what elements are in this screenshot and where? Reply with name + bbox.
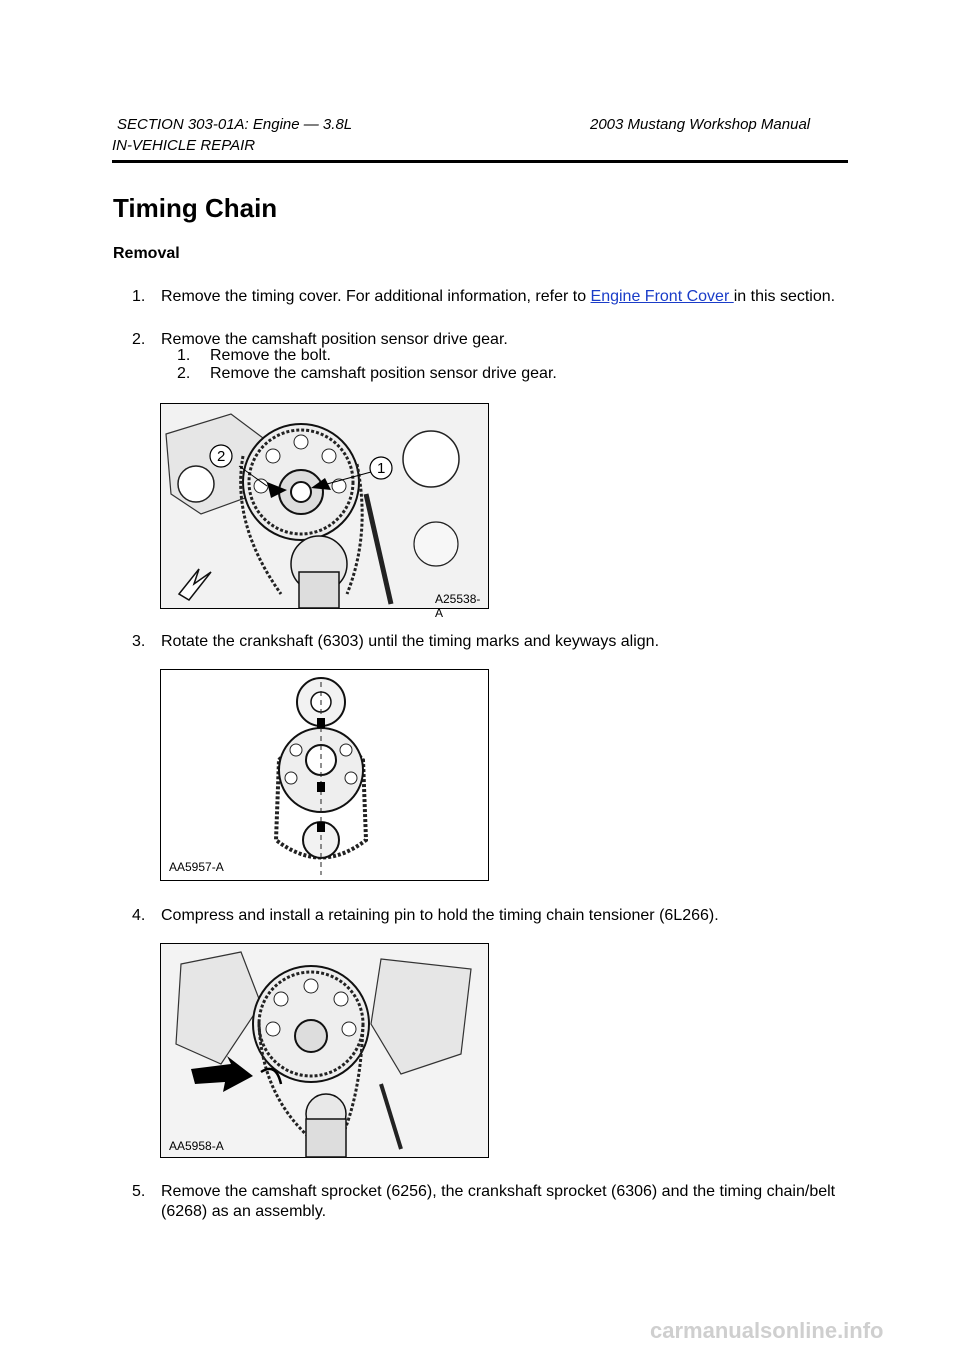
header-category: IN-VEHICLE REPAIR: [112, 137, 256, 154]
step-number: 5.: [132, 1183, 146, 1200]
figure-code: AA5958-A: [169, 1139, 224, 1153]
step-text-after: in this section.: [733, 288, 836, 305]
figure-code: A25538-A: [435, 592, 481, 620]
step-text: Remove the camshaft position sensor drive gear.: [161, 331, 508, 348]
substep-text: Remove the bolt.: [210, 347, 331, 364]
section-heading-removal: Removal: [113, 245, 180, 262]
callout-1: 1: [377, 460, 386, 477]
step-text: [161, 287, 851, 307]
step-text: Compress and install a retaining pin to hold the timing chain tensioner (6L266).: [161, 907, 719, 924]
substep-number: 1.: [177, 347, 191, 364]
step-text: Rotate the crankshaft (6303) until the timing marks and keyways align.: [161, 633, 660, 650]
substep-number: 2.: [177, 365, 191, 382]
figure-cam-sensor-drive-gear: [160, 403, 489, 620]
step-text-before: Remove the timing cover. For additional information, refer to: [161, 288, 591, 305]
watermark: carmanualsonline.info: [650, 1318, 884, 1343]
step-number: 1.: [132, 288, 146, 305]
step-number: 3.: [132, 633, 146, 650]
figure-timing-marks: [160, 669, 489, 881]
step-text: Remove the camshaft sprocket (6256), the crankshaft sprocket (6306) and the timing chain/belt (6268) as an assembly.: [161, 1183, 836, 1220]
header-section: SECTION 303-01A: Engine — 3.8L: [117, 116, 353, 133]
figure-tensioner-pin: [160, 943, 489, 1158]
engine-illustration-1: [161, 404, 488, 608]
engine-illustration-3: [161, 944, 488, 1157]
timing-chain-illustration: [161, 670, 488, 880]
header-divider: [112, 160, 848, 163]
page-title: Timing Chain: [113, 193, 278, 223]
step-number: 4.: [132, 907, 146, 924]
engine-front-cover-link[interactable]: Engine Front Cover: [590, 288, 734, 305]
figure-code: AA5957-A: [169, 860, 224, 874]
callout-2: 2: [217, 448, 226, 465]
substep-text: Remove the camshaft position sensor drive gear.: [210, 365, 557, 382]
header-manual-title: 2003 Mustang Workshop Manual: [590, 116, 811, 133]
step-number: 2.: [132, 331, 146, 348]
